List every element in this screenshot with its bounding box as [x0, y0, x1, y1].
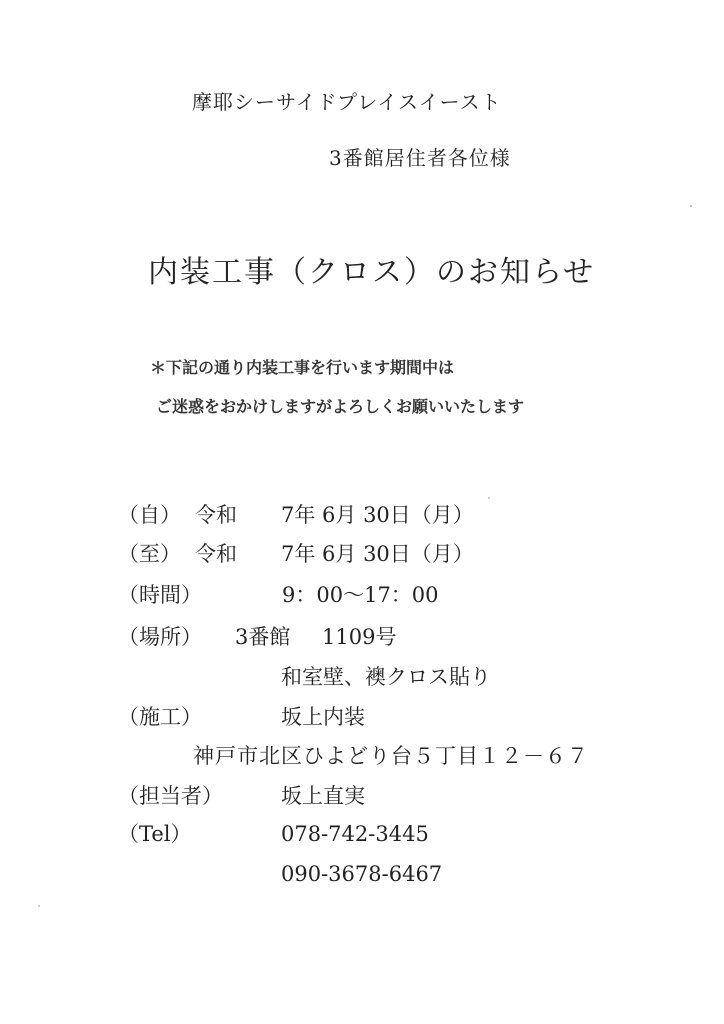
- to-date: 7年 6月 30日（月）: [281, 542, 474, 566]
- to-era: 令和: [195, 542, 237, 566]
- contractor-address: 神戸市北区ひよどり台５丁目１２－６７: [193, 744, 589, 768]
- tel-number-2: 090-3678-6467: [281, 862, 443, 886]
- person-label: （担当者）: [118, 784, 223, 808]
- notice-title: 内装工事（クロス）のお知らせ: [148, 255, 596, 290]
- contractor-name: 坂上内装: [281, 705, 365, 729]
- place-building: 3番館: [235, 625, 291, 649]
- notice-line-2: ご迷惑をおかけしますがよろしくお願いいたします: [156, 397, 525, 416]
- from-label: （自）: [118, 503, 181, 527]
- tel-label: （Tel）: [118, 822, 192, 846]
- contractor-label: （施工）: [118, 705, 202, 729]
- scan-speck: [488, 497, 490, 499]
- place-work: 和室壁、襖クロス貼り: [281, 665, 491, 689]
- building-name: 摩耶シーサイドプレイスイースト: [192, 90, 502, 114]
- tel-number-1: 078-742-3445: [281, 822, 429, 846]
- time-label: （時間）: [118, 583, 202, 607]
- to-label: （至）: [118, 542, 181, 566]
- notice-line-1: ＊下記の通り内装工事を行います期間中は: [150, 358, 455, 377]
- person-name: 坂上直実: [281, 784, 365, 808]
- time-value: 9：00～17：00: [282, 583, 439, 607]
- from-era: 令和: [195, 503, 237, 527]
- place-room: 1109号: [322, 625, 397, 649]
- from-date: 7年 6月 30日（月）: [281, 503, 474, 527]
- scan-speck: [38, 905, 40, 907]
- recipient-line: 3番館居住者各位様: [329, 146, 511, 170]
- scan-speck: [690, 205, 692, 207]
- place-label: （場所）: [118, 625, 202, 649]
